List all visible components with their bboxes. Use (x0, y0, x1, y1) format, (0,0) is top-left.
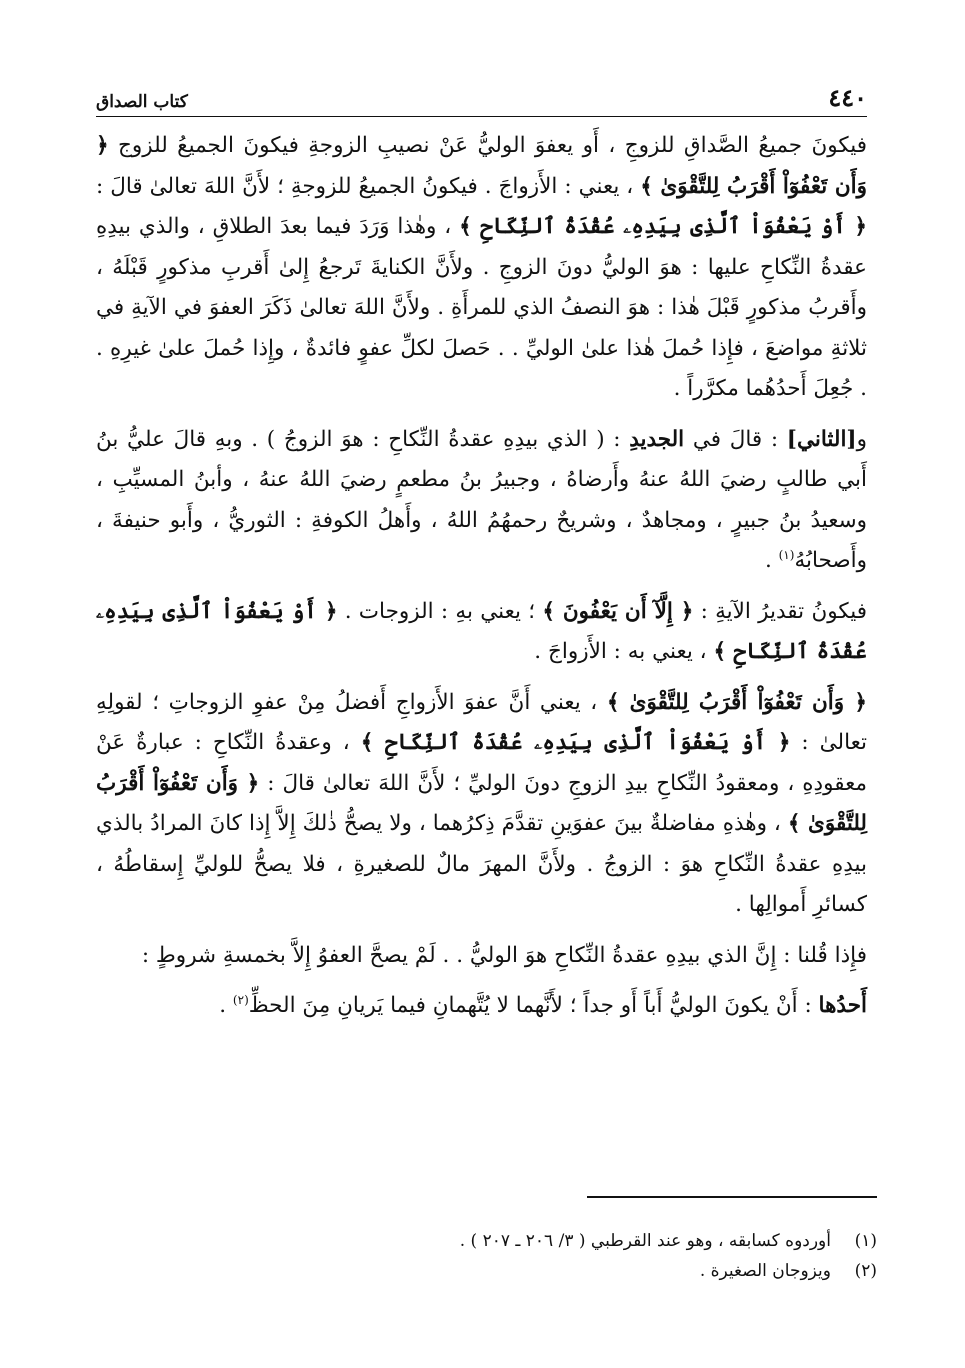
paragraph-3 (96, 592, 867, 673)
quran-quote: ﴿ وَأَن تَعْفُوٓاْ أَقْرَبُ لِلتَّقْوَىٰ ﴾ (96, 133, 867, 199)
main-text (96, 126, 867, 1037)
text-run: : قالَ في (684, 426, 787, 452)
footnote-1 (200, 1226, 877, 1256)
footnote-2 (200, 1256, 877, 1286)
bold-term: أَحدُها (818, 993, 867, 1018)
running-title: كتاب الصداق (96, 92, 188, 112)
text-run: ، يعني : الأَزواجَ . فيكونُ الجميعُ للزوجةِ ؛ لأَنَّ اللهَ تعالىٰ قالَ : (96, 173, 641, 199)
text-run: : أَنْ يكونَ الوليُّ أَباً أَو جداً ؛ لأَنَّهما لا يُتَّهمانِ فيما يَريانِ مِنَ الحظِّ (248, 993, 819, 1018)
quran-quote: ﴿ أَوْ يَعْفُوَاْ ٱلَّذِى بِيَدِهِۦ عُقْدَةُ ٱلنِّكَاحِ ﴾ (96, 598, 867, 664)
bold-term: الجديدِ (629, 426, 685, 452)
footnote-separator (587, 1196, 877, 1198)
text-run: فإِذا قُلنا : إِنَّ الذي بيدِهِ عقدةُ النِّكاحِ هوَ الوليُّ . . لَمْ يصحَّ العفوُ إِلاَّ بخمسةِ شروطٍ : (141, 942, 867, 968)
quran-quote: ﴿ وَأَن تَعْفُوٓاْ أَقْرَبُ لِلتَّقْوَىٰ ﴾ (96, 770, 867, 836)
footnotes (200, 1226, 877, 1286)
section-label: [الثاني] (786, 426, 857, 452)
quran-quote: ﴿ أَوْ يَعْفُوَاْ ٱلَّذِى بِيَدِهِۦ عُقْدَةُ ٱلنِّكَاحِ ﴾ (459, 214, 867, 239)
paragraph-1 (96, 126, 867, 410)
text-run: ، وهٰذهِ مفاضلةٌ بينَ عفوَينِ تقدَّمَ ذِكرُهما ، ولا يصحُّ ذٰلكَ إِلاَّ إِذا كانَ المرادُ بالذي بيدِهِ عقدةُ النِّكاحِ هوَ : الزوجُ . ولأَنَّ المهرَ مالٌ للصغيرةِ ، فلا يصحُّ للوليِّ إِسقاطُهُ ، كسائرِ أَموالِها . (96, 811, 867, 917)
text-run: ؛ يعني بهِ : الزوجات . (337, 598, 543, 624)
text-run: . (219, 993, 233, 1018)
paragraph-2 (96, 420, 867, 582)
footnote-number: (٢) (854, 1261, 877, 1281)
footnote-ref-2[interactable]: (٢) (232, 992, 249, 1007)
text-run: : ( الذي بيدِهِ عقدةُ النِّكاحِ : هوَ الزوجُ ) . وبهِ قالَ عليُّ بنُ أَبي طالبٍ رضيَ اللهُ عنهُ وأَرضاهُ ، وجبيرُ بنُ مطعمٍ رضيَ اللهُ عنهُ ، وأبنُ المسيِّبِ ، وسعيدُ بنُ جبيرٍ ، ومجاهدٌ ، وشريحٌ رحمهُمُ اللهُ ، وأَهلُ الكوفةِ : الثوريُّ ، وأَبو حنيفةَ ، وأَصحابُهُ (96, 426, 867, 573)
paragraph-6 (96, 986, 867, 1027)
footnote-text: ويزوجان الصغيرة . (699, 1261, 831, 1281)
paragraph-5 (96, 936, 867, 977)
text-run: ، يعني به : الأَزواجَ . (534, 639, 714, 664)
page-header (96, 84, 867, 117)
text-run: فيكونُ تقديرُ الآيةِ : (693, 598, 867, 624)
footnote-ref-1[interactable]: (١) (778, 547, 795, 562)
text-run: ، وعقدةُ النِّكاحِ : عبارةٌ عَنْ معقودِهِ ، ومعقودُ النِّكاحِ بيدِ الزوجِ دونَ الوليِّ ؛ لأَنَّ اللهَ تعالىٰ قالَ : (96, 730, 867, 796)
text-run: ، وهٰذا وَرَدَ فيما بعدَ الطلاقِ ، والذي بيدِهِ عقدةُ النِّكاحِ عليها : هوَ الوليُّ دونَ الزوجِ . ولأَنَّ الكنايةَ تَرجعُ إِلىٰ أَقربِ مذكورٍ قَبْلَهُ ، وأَقربُ مذكورٍ قَبْلَ هٰذا : هوَ النصفُ الذي للمرأَةِ . ولأَنَّ اللهَ تعالىٰ ذَكَرَ العفوَ في الآيةِ في ثلاثةِ مواضعَ ، فإِذا حُملَ هٰذا علىٰ الوليِّ . . حَصلَ لكلِّ عفوٍ فائدةٌ ، وإِذا حُملَ علىٰ غيرِهِ . . جُعِلَ أَحدُهُما مكرَّراً . (96, 214, 867, 401)
quran-quote: ﴿ وَأَن تَعْفُوٓاْ أَقْرَبُ لِلتَّقْوَىٰ ﴾ (606, 689, 867, 715)
text-run: ، يعني أَنَّ عفوَ الأَزواجِ أَفضلُ مِنْ عفوِ الزوجاتِ ؛ لقولِهِ تعالىٰ : (96, 689, 867, 755)
quran-quote: ﴿ أَوْ يَعْفُوَاْ ٱلَّذِى بِيَدِهِۦ عُقْدَةُ ٱلنِّكَاحِ ﴾ (360, 730, 791, 755)
text-run: . (764, 548, 779, 573)
footnote-text: أوردوه كسابقه ، وهو عند القرطبي ( ٣/ ٢٠٦ ـ ٢٠٧ ) . (459, 1231, 831, 1251)
quran-quote: ﴿ إِلَّآ أَن يَعْفُونَ ﴾ (542, 598, 694, 624)
footnote-number: (١) (854, 1231, 877, 1251)
text-run: و (856, 426, 867, 452)
page-number: ٤٤٠ (828, 83, 867, 112)
text-run: فيكونَ جميعُ الصَّداقِ للزوجِ ، أَو يعفوَ الوليُّ عَنْ نصيبِ الزوجةِ فيكونَ الجميعُ للزوج (108, 133, 867, 158)
paragraph-4 (96, 683, 867, 926)
